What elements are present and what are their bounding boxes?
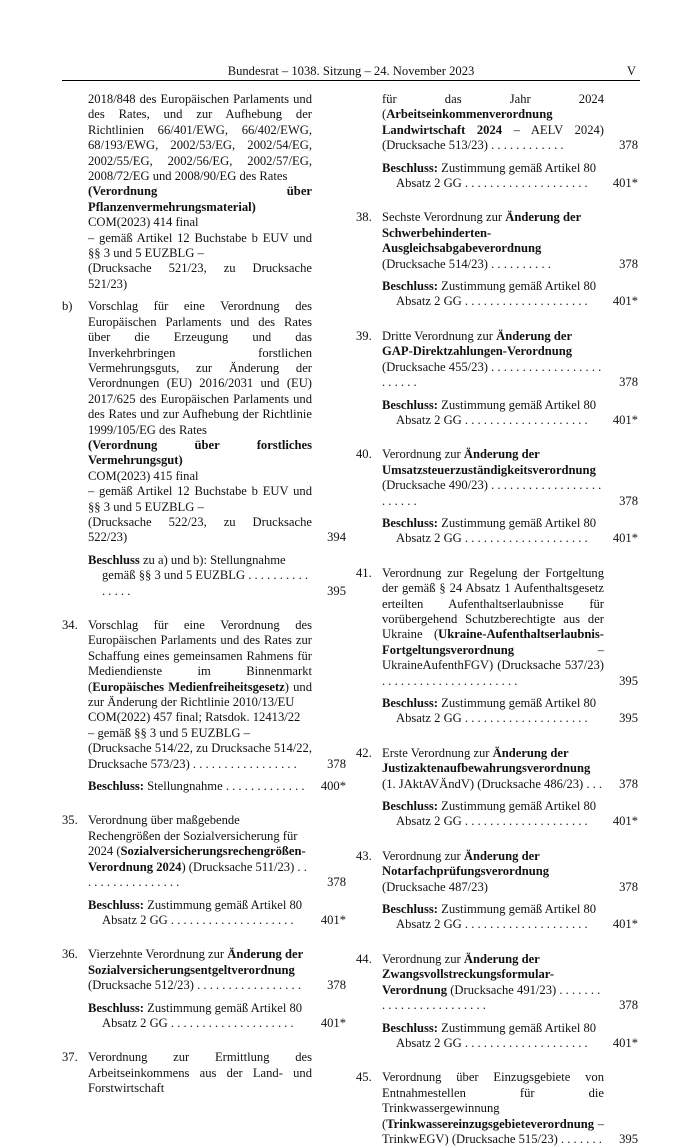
page-ref: 401* (612, 917, 638, 932)
resolution: Beschluss: Zustimmung gemäß Artikel 80 Absatz 2 GG . . . . . . . . . . . . . . . . . . . . 395 (382, 696, 638, 726)
list-item: 45. Verordnung über Einzugsgebiete von Entnahmestellen für die Trinkwassergewinnung (Trinkwassereinzugsgebieteverordnung – TrinkwEGV) (Drucksache 515/23) . . . . . . . 395 (356, 1070, 638, 1146)
item-number: 41. (356, 565, 372, 580)
list-item: 35. Verordnung über maßgebende Rechengrößen der Sozialversicherung für 2024 (Sozialversicherungsrechengrößen-Verordnung 2024) (Drucksache 511/23) . . . . . . . . . . . . . . . . . 378 (62, 813, 346, 890)
page-ref: 378 (619, 138, 638, 153)
page-ref: 401* (320, 1015, 346, 1030)
page-ref: 378 (327, 875, 346, 890)
item-letter: b) (62, 299, 73, 314)
page-ref: 394 (327, 530, 346, 545)
list-item: 44. Verordnung zur Änderung der Zwangsvollstreckungsformular-Verordnung (Drucksache 491/23) . . . . . . . . . . . . . . . . . . . . . . . . 378 (356, 951, 638, 1013)
page-ref: 395 (619, 673, 638, 688)
list-item: 34. Vorschlag für eine Verordnung des Europäischen Parlaments und des Rates zur Schaffung eines gemeinsamen Rahmens für Mediendienste im Binnenmarkt (Europäisches Medienfreiheitsgesetz) und zur Änderung der Richtlinie 2010/13/EU COM(2022) 457 final; Ratsdok. 12413/22 – gemäß §§ 3 und 5 EUZBLG – (Drucksache 514/22, zu Drucksache 514/22, Drucksache 573/23) . . . . . . . . . . . . . . . . . 378 (62, 618, 346, 771)
page-ref: 400* (320, 779, 346, 794)
page-ref: 395 (619, 1131, 638, 1146)
page-ref: 401* (612, 412, 638, 427)
list-item: b) Vorschlag für eine Verordnung des Europäischen Parlaments und des Rates über die Erzeugung und das Inverkehrbringen forstlichen Vermehrungsguts, zur Änderung der Verordnungen (EU) 2016/2031 und (EU) 2017/625 des Europäischen Parlaments und des Rates und zur Aufhebung der Richtlinie 1999/105/EG des Rates (Verordnung über forstliches Vermehrungsgut) COM(2023) 415 final – gemäß Artikel 12 Buchstabe b EUV und §§ 3 und 5 EUZBLG – (Drucksache 522/23, zu Drucksache 522/23) 394 (62, 299, 346, 545)
list-item: 2018/848 des Europäischen Parlaments und des Rates, und zur Aufhebung der Richtlinien 66/401/EWG, 66/402/EWG, 68/193/EWG, 2002/53/EG, 2002/54/EG, 2002/55/EG, 2002/56/EG, 2002/57/EG, 2008/72/EG und 2008/90/EG des Rates (Verordnung über Pflanzenvermehrungsmaterial) COM(2023) 414 final – gemäß Artikel 12 Buchstabe b EUV und §§ 3 und 5 EUZBLG – (Drucksache 521/23, zu Drucksache 521/23) (88, 92, 312, 291)
page-ref: 401* (612, 294, 638, 309)
item-number: 40. (356, 447, 372, 462)
list-item: 37. Verordnung zur Ermittlung des Arbeitseinkommens aus der Land- und Forstwirtschaft (62, 1050, 312, 1096)
page-ref: 378 (619, 493, 638, 508)
resolution: Beschluss: Zustimmung gemäß Artikel 80 Absatz 2 GG . . . . . . . . . . . . . . . . . . . . 401* (382, 279, 638, 309)
page-ref: 401* (612, 176, 638, 191)
resolution: Beschluss: Zustimmung gemäß Artikel 80 Absatz 2 GG . . . . . . . . . . . . . . . . . . . . 401* (382, 902, 638, 932)
page-ref: 378 (327, 978, 346, 993)
list-item: 40. Verordnung zur Änderung der Umsatzsteuerzuständigkeitsverordnung (Drucksache 490/23) . . . . . . . . . . . . . . . . . . . . . . . . 378 (356, 447, 638, 508)
page-ref: 401* (612, 1035, 638, 1050)
page-ref: 378 (619, 776, 638, 791)
list-item: für das Jahr 2024 (Arbeitseinkommenverordnung Landwirtschaft 2024 – AELV 2024) (Drucksache 513/23) . . . . . . . . . . . . 378 (382, 92, 638, 153)
header-page-number: V (626, 64, 636, 78)
item-number: 34. (62, 618, 78, 632)
list-item: 38. Sechste Verordnung zur Änderung der Schwerbehinderten-Ausgleichsabgabeverordnung (Drucksache 514/23) . . . . . . . . . . 378 (356, 210, 638, 271)
resolution: Beschluss: Zustimmung gemäß Artikel 80 Absatz 2 GG . . . . . . . . . . . . . . . . . . . . 401* (382, 799, 638, 829)
page-ref: 378 (619, 256, 638, 271)
right-column (356, 92, 638, 1147)
resolution: Beschluss zu a) und b): Stellungnahme gemäß §§ 3 und 5 EUZBLG . . . . . . . . . . . . . . . 395 (88, 552, 346, 598)
resolution: Beschluss: Zustimmung gemäß Artikel 80 Absatz 2 GG . . . . . . . . . . . . . . . . . . . . 401* (382, 397, 638, 427)
resolution: Beschluss: Zustimmung gemäß Artikel 80 Absatz 2 GG . . . . . . . . . . . . . . . . . . . . 401* (382, 515, 638, 546)
page-ref: 378 (619, 998, 638, 1013)
page-ref: 401* (320, 912, 346, 927)
page-ref: 378 (619, 879, 638, 894)
item-number: 35. (62, 813, 78, 828)
item-number: 36. (62, 947, 78, 962)
page-ref: 395 (619, 711, 638, 726)
item-number: 43. (356, 848, 372, 863)
page-ref: 378 (619, 375, 638, 390)
left-column (62, 92, 346, 1097)
item-number: 39. (356, 328, 372, 343)
item-number: 44. (356, 951, 372, 966)
page-ref: 401* (612, 814, 638, 829)
item-number: 42. (356, 745, 372, 760)
resolution: Beschluss: Zustimmung gemäß Artikel 80 Absatz 2 GG . . . . . . . . . . . . . . . . . . . . 401* (382, 160, 638, 191)
page-ref: 395 (327, 583, 346, 598)
list-item: 41. Verordnung zur Regelung der Fortgeltung der gemäß § 24 Absatz 1 Aufenthaltsgesetz erteilten Aufenthaltserlaubnisse für vorübergehend Schutzberechtigte aus der Ukraine (Ukraine-Aufenthaltserlaubnis-Fortgeltungsverordnung – UkraineAufenthFGV) (Drucksache 537/23) . . . . . . . . . . . . . . . . . . . . . . 395 (356, 565, 638, 688)
resolution: Beschluss: Zustimmung gemäß Artikel 80 Absatz 2 GG . . . . . . . . . . . . . . . . . . . . 401* (382, 1020, 638, 1050)
item-number: 45. (356, 1070, 372, 1085)
page-ref: 401* (612, 531, 638, 546)
resolution: Beschluss: Zustimmung gemäß Artikel 80 Absatz 2 GG . . . . . . . . . . . . . . . . . . . . 401* (88, 1000, 346, 1030)
item-number: 37. (62, 1050, 78, 1065)
item-title: (Verordnung über Pflanzenvermehrungsmaterial) (88, 184, 312, 214)
list-item: 43. Verordnung zur Änderung der Notarfachprüfungsverordnung (Drucksache 487/23) 378 (356, 848, 638, 894)
header-title: Bundesrat – 1038. Sitzung – 24. November 2023 (227, 64, 475, 78)
item-number: 38. (356, 210, 372, 225)
list-item: 36. Vierzehnte Verordnung zur Änderung der Sozialversicherungsentgeltverordnung (Drucksache 512/23) . . . . . . . . . . . . . . . . . 378 (62, 947, 346, 993)
list-item: 39. Dritte Verordnung zur Änderung der GAP-Direktzahlungen-Verordnung (Drucksache 455/23) . . . . . . . . . . . . . . . . . . . . . . . . 378 (356, 328, 638, 390)
page-header (62, 64, 640, 81)
list-item: 42. Erste Verordnung zur Änderung der Justizaktenaufbewahrungsverordnung (1. JAktAVÄndV) (Drucksache 486/23) . . . 378 (356, 745, 638, 791)
resolution: Beschluss: Zustimmung gemäß Artikel 80 Absatz 2 GG . . . . . . . . . . . . . . . . . . . . 401* (88, 897, 346, 927)
page-ref: 378 (327, 756, 346, 771)
resolution: Beschluss: Stellungnahme . . . . . . . . . . . . . 400* (88, 779, 346, 794)
item-title: (Verordnung über forstliches Vermehrungsgut) (88, 437, 312, 468)
